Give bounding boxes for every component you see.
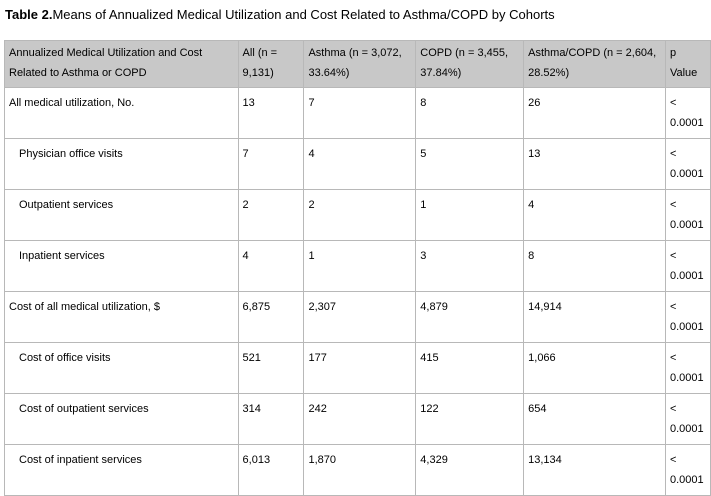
cell-copd: 122	[416, 394, 524, 445]
cell-all: 4	[238, 241, 304, 292]
table-row	[5, 394, 711, 445]
cell-all: 13	[238, 88, 304, 139]
cell-asthma-copd: 654	[524, 394, 666, 445]
table-row	[5, 292, 711, 343]
header-measure: Annualized Medical Utilization and Cost Related to Asthma or COPD	[5, 41, 239, 88]
cell-asthma-copd: 13	[524, 139, 666, 190]
row-label: Cost of outpatient services	[5, 394, 239, 445]
table-row	[5, 241, 711, 292]
cell-asthma: 4	[304, 139, 416, 190]
cell-asthma-copd: 13,134	[524, 445, 666, 496]
table-caption	[5, 7, 555, 22]
cell-all: 314	[238, 394, 304, 445]
cell-p-value: < 0.0001	[665, 343, 710, 394]
cell-all: 2	[238, 190, 304, 241]
cell-copd: 1	[416, 190, 524, 241]
header-copd: COPD (n = 3,455, 37.84%)	[416, 41, 524, 88]
cell-copd: 5	[416, 139, 524, 190]
utilization-table	[4, 40, 711, 496]
row-label: Cost of inpatient services	[5, 445, 239, 496]
cell-asthma: 7	[304, 88, 416, 139]
cell-p-value: < 0.0001	[665, 394, 710, 445]
cell-all: 6,875	[238, 292, 304, 343]
header-asthma-copd: Asthma/COPD (n = 2,604, 28.52%)	[524, 41, 666, 88]
cell-p-value: < 0.0001	[665, 292, 710, 343]
cell-p-value: < 0.0001	[665, 139, 710, 190]
cell-asthma: 242	[304, 394, 416, 445]
row-label: Cost of office visits	[5, 343, 239, 394]
row-label: All medical utilization, No.	[5, 88, 239, 139]
cell-asthma-copd: 8	[524, 241, 666, 292]
header-all: All (n = 9,131)	[238, 41, 304, 88]
row-label: Cost of all medical utilization, $	[5, 292, 239, 343]
cell-asthma-copd: 26	[524, 88, 666, 139]
cell-copd: 4,329	[416, 445, 524, 496]
row-label: Physician office visits	[5, 139, 239, 190]
cell-copd: 8	[416, 88, 524, 139]
table-body	[5, 88, 711, 496]
table-row	[5, 190, 711, 241]
caption-text: Means of Annualized Medical Utilization and Cost Related to Asthma/COPD by Cohorts	[52, 7, 555, 22]
cell-asthma-copd: 4	[524, 190, 666, 241]
cell-p-value: < 0.0001	[665, 445, 710, 496]
cell-asthma: 1	[304, 241, 416, 292]
cell-asthma: 2,307	[304, 292, 416, 343]
header-asthma: Asthma (n = 3,072, 33.64%)	[304, 41, 416, 88]
cell-all: 6,013	[238, 445, 304, 496]
cell-asthma: 1,870	[304, 445, 416, 496]
cell-asthma-copd: 14,914	[524, 292, 666, 343]
table-row	[5, 139, 711, 190]
cell-p-value: < 0.0001	[665, 88, 710, 139]
row-label: Outpatient services	[5, 190, 239, 241]
cell-asthma: 177	[304, 343, 416, 394]
cell-copd: 3	[416, 241, 524, 292]
cell-copd: 415	[416, 343, 524, 394]
cell-asthma: 2	[304, 190, 416, 241]
row-label: Inpatient services	[5, 241, 239, 292]
cell-copd: 4,879	[416, 292, 524, 343]
cell-p-value: < 0.0001	[665, 190, 710, 241]
cell-p-value: < 0.0001	[665, 241, 710, 292]
header-row	[5, 41, 711, 88]
cell-asthma-copd: 1,066	[524, 343, 666, 394]
table-row	[5, 343, 711, 394]
table-row	[5, 445, 711, 496]
table-row	[5, 88, 711, 139]
cell-all: 521	[238, 343, 304, 394]
caption-label: Table 2.	[5, 7, 53, 22]
table-header	[5, 41, 711, 88]
header-p-value: p Value	[665, 41, 710, 88]
cell-all: 7	[238, 139, 304, 190]
